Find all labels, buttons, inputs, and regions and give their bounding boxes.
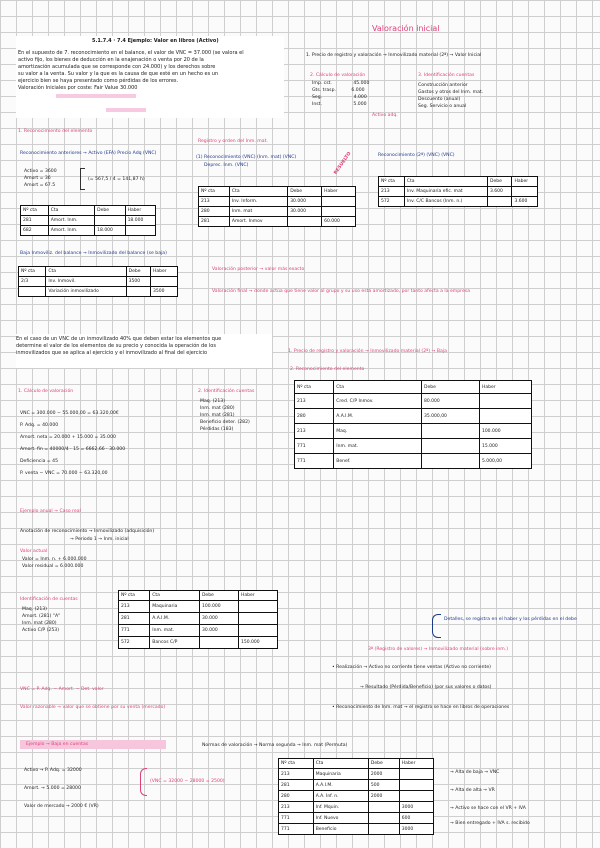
table-row: 213 Maq. 100.000: [295, 424, 532, 439]
table-row: 771 Inm. mat. 15.000: [295, 439, 532, 454]
typed-line: Valoración Iniciales por coste: Fair Value 30.000: [18, 85, 138, 91]
brace-box: [140, 768, 147, 796]
ident-title: 2. Identificación cuentas: [198, 389, 255, 394]
note-line: Baja Inmoviliz. del balance → Inmovilizado del balance (se baja): [20, 251, 167, 256]
bottom-heading: Normas de valoración → Norma segunda → Inm. mat (Permuta): [202, 743, 348, 748]
table-row: 213 Inv. Inform. 30.000: [199, 197, 356, 207]
table-row: 771 Inf. Nuevo 600: [279, 813, 434, 824]
calc-total: Activo adq.: [372, 113, 398, 118]
section-heading: 1. Reconocimiento del elemento: [18, 129, 93, 134]
note-pink: VNC = P. Adq. − Amort. − Det. valor: [20, 687, 104, 692]
table-row: 771 Beneficio 3000: [279, 824, 434, 835]
ledger-table-7: Nº cta Cta Debe Haber 213 Maquinaria 2000 281 A.A.I.M. 500 280 A.A. Inf. n. 2000 213 Inf. Mquin. 3000 771 Inf. Nuevo 600 771 Beneficio 3000: [278, 758, 434, 835]
ident-rows: Construcción anterior Gastos y otros del Inm. mat. Descuento (anual) Seg. Servicio o anual: [418, 83, 484, 109]
note-pink: Valoración final → donde actúa que tiene valor al grupo y su uso está amortizado, por tanto afecta a la empresa: [212, 289, 471, 294]
callout-text: Detalles, se registra en el haber y los pérdidas en el debe: [444, 617, 577, 622]
calc-lines: VNC = 300.000 − 55.000,00 = 63.320,00€ P. Adq. = 40.000 Amort. neta = 20.000 + 15.000 = 35.000 Amort. fin = 40000/4 · 15 = 6662,66 · 30.000 Deficiencia = 45 P. venta − VNC = 70.000 − 63.320,00: [20, 411, 126, 476]
formula-line: Reconocimiento anteriores → Activo (EFA) Precio Adq (VNC): [20, 151, 157, 156]
note-line: • Reconocimiento de Inm. mat → el registro se hace en libros de operaciones: [332, 705, 510, 710]
stamp-label: RESUELTO: [333, 151, 353, 176]
brace-text: (VNC = 32000 − 28000 = 2500): [150, 779, 225, 784]
note-line: • Realización → Activo no corriente tiene ventas (Activo no corriente): [332, 665, 491, 670]
table-row: 213 Maquinaria 2000: [279, 769, 434, 780]
section-heading: 1. Precio de registro y valoración → Inmovilizado material (2ª) → Baja: [288, 349, 447, 354]
calc-brace: [80, 168, 85, 190]
table-row: 213 Inf. Mquin. 3000: [279, 802, 434, 813]
table-row: 213 Maquinaria 100.000: [119, 601, 278, 613]
typed-block-2: En el caso de un VNC de un inmovilizado 40% que deben estar los elementos que determine el valor de los elementos de su precio y conocida la operación de los inmovilizados que se aplica al ejercicio y el inmovilizado al final del ejercicio: [16, 334, 272, 368]
note-line: → Periodo 1 → Inm. inicial: [70, 537, 129, 542]
table-row: 2/3 Inv. Inmovil. 3500: [19, 277, 178, 287]
callout-brace: [432, 614, 441, 638]
ident-title: 3. Identificación cuentas: [418, 73, 475, 78]
table-row: 213 Inv. Maquinaria efic. mat 3.600: [379, 187, 538, 197]
note-pink: 3ª (Registro de valores) → Inmovilizado material (sobre inm.): [368, 647, 509, 652]
calc-block: Activo = 3600 Amort = 36 Amort = 67.5: [24, 169, 57, 188]
ledger-table-3: Nº cta Cta Debe Haber 213 Inv. Inform. 30.000 280 Inm. mat 30.000 281 Amort. Inmov 60.000: [198, 186, 356, 227]
ledger-table-4: Nº cta Cta Debe Haber 213 Inv. Maquinaria efic. mat 3.600 572 Inv. C/C Bancos (Inm. n.) 3.600: [378, 176, 538, 207]
ledger-table-6: Nº cta Cta Debe Haber 213 Maquinaria 100.000 281 A.A.I.M. 30.000 771 Inm. mat. 30.000 572 Bancos C/P 150.000: [118, 590, 278, 649]
table-row: 572 Bancos C/P 150.000: [119, 637, 278, 649]
table-row: 682 Amort. Inm. 18.000: [21, 226, 156, 236]
ident-rows: Maq. (213) Amort. (281) "A" Inm. mat (280) Activo C/P (253): [22, 607, 61, 633]
note-line: Reconocimiento (2ª) (VNC) (VNC): [378, 153, 455, 158]
ledger-table-2: Nº cta Cta Debe Haber 2/3 Inv. Inmovil. 3500 Variación inmovilizado 3500: [18, 266, 178, 297]
table-row: 280 A.A.I.M. 35.000,00: [295, 409, 532, 424]
doc-title: 5.1.7.4 · 7.4 Ejemplo: Valor en libros (Activo): [92, 38, 219, 44]
bottom-lines: Activo → P. Adq. = 32000 Amort. → 5.000 = 28000 Valor de mercado → 2000 € (VR): [24, 768, 99, 809]
note-line: Deprec. Inm. (VNC): [204, 163, 249, 168]
value-lines: Valor = Inm. n. + 6.000.000 Valor residual = 6.000.000: [22, 557, 87, 569]
table-row: 281 A.A.I.M. 30.000: [119, 613, 278, 625]
table-row: Variación inmovilizado 3500: [19, 287, 178, 297]
section-heading: Registro y orden del Inm. mat.: [198, 139, 268, 144]
typed-block-1: [16, 36, 284, 118]
table-row: 280 A.A. Inf. n. 2000: [279, 791, 434, 802]
note-pink: Valor razonable → valor que se obtiene por su venta (mercado): [20, 705, 166, 710]
table-row: 281 Amort. Inmov 60.000: [199, 217, 356, 227]
calc-title: 2. Cálculo de valoración: [310, 73, 366, 78]
section-heading: 1. Cálculo de valoración: [18, 389, 74, 394]
ident-title: Identificación de cuentas: [20, 597, 78, 602]
subhead: 1. Precio de registro y valoración → Inmovilizado material (2ª) → Valor Inicial: [306, 53, 482, 58]
note-line: Anotación de reconocimiento → Inmovilizado (adquisición): [20, 529, 155, 534]
typed-line: ejercicio bien se haya presentado como pérdidas de los errores.: [18, 78, 179, 84]
table-row: 771 Benef. 5.000,00: [295, 454, 532, 469]
typed-line: amortización acumulada que se corresponde con 24.000) y los derechos sobre: [18, 64, 216, 70]
section-title: Valoración inicial: [372, 24, 440, 33]
ledger-table-1: Nº cta Cta Debe Haber 281 Amort. Inm. 18.000 682 Amort. Inm. 18.000: [20, 205, 156, 236]
subhead: Valor actual: [20, 549, 48, 554]
typed-line: su valor a la venta. Su valor y la que es la causa de que esté en un hecho es un: [18, 71, 219, 77]
ledger-table-5: Nº cta Cta Debe Haber 213 Cred. C/P Inmov. 80.000 280 A.A.I.M. 35.000,00 213 Maq. 100.000 771 Inm. mat. 15.000 771 Benef. 5.000,00: [294, 380, 532, 469]
bottom-right-notes: → Alta de baja → VNC → Alta de alta → VR → Activo se hace con el VR + IVA → Bien entregado + IVA s. recibido: [450, 770, 530, 826]
typed-line: activo fijo, los bienes de deducción en la enajenación o venta por 20 de la: [18, 57, 204, 63]
ident-rows: Maq. (213) Inm. mat (280) Inm. mat (281) Beneficio deter. (282) Pérdidas (183): [200, 399, 250, 432]
table-row: 572 Inv. C/C Bancos (Inm. n.) 3.600: [379, 197, 538, 207]
note-pink: Ejemplo anual → Caso real: [20, 509, 81, 514]
example-title: Ejemplo → Baja en cuentas: [26, 742, 89, 747]
calc-rows: Imp. cst. 45.000 Gts. trasp. 6.000 Seg. 4.000 Inst. 5.000: [312, 81, 370, 107]
table-row: 281 Amort. Inm. 18.000: [21, 216, 156, 226]
table-row: 280 Inm. mat 30.000: [199, 207, 356, 217]
note-line: (1) Reconocimiento (VNC) (Inm. mat) (VNC): [196, 155, 297, 160]
note-line: → Resultado (Pérdida/Beneficio) (por sus valores o datos): [360, 685, 492, 690]
note-pink: Valoración posterior → valor más exacto: [212, 267, 305, 272]
table-row: 771 Inm. mat. 30.000: [119, 625, 278, 637]
table-row: 213 Cred. C/P Inmov. 80.000: [295, 394, 532, 409]
calc-result: (= 567,5 / 4 = 141,87 h): [88, 177, 145, 182]
table-row: 281 A.A.I.M. 500: [279, 780, 434, 791]
typed-line: En el supuesto de 7. reconocimiento en el balance, el valor de VNC = 37.000 (se valora el: [18, 50, 244, 56]
subhead: 2. Reconocimiento del elemento: [290, 367, 365, 372]
